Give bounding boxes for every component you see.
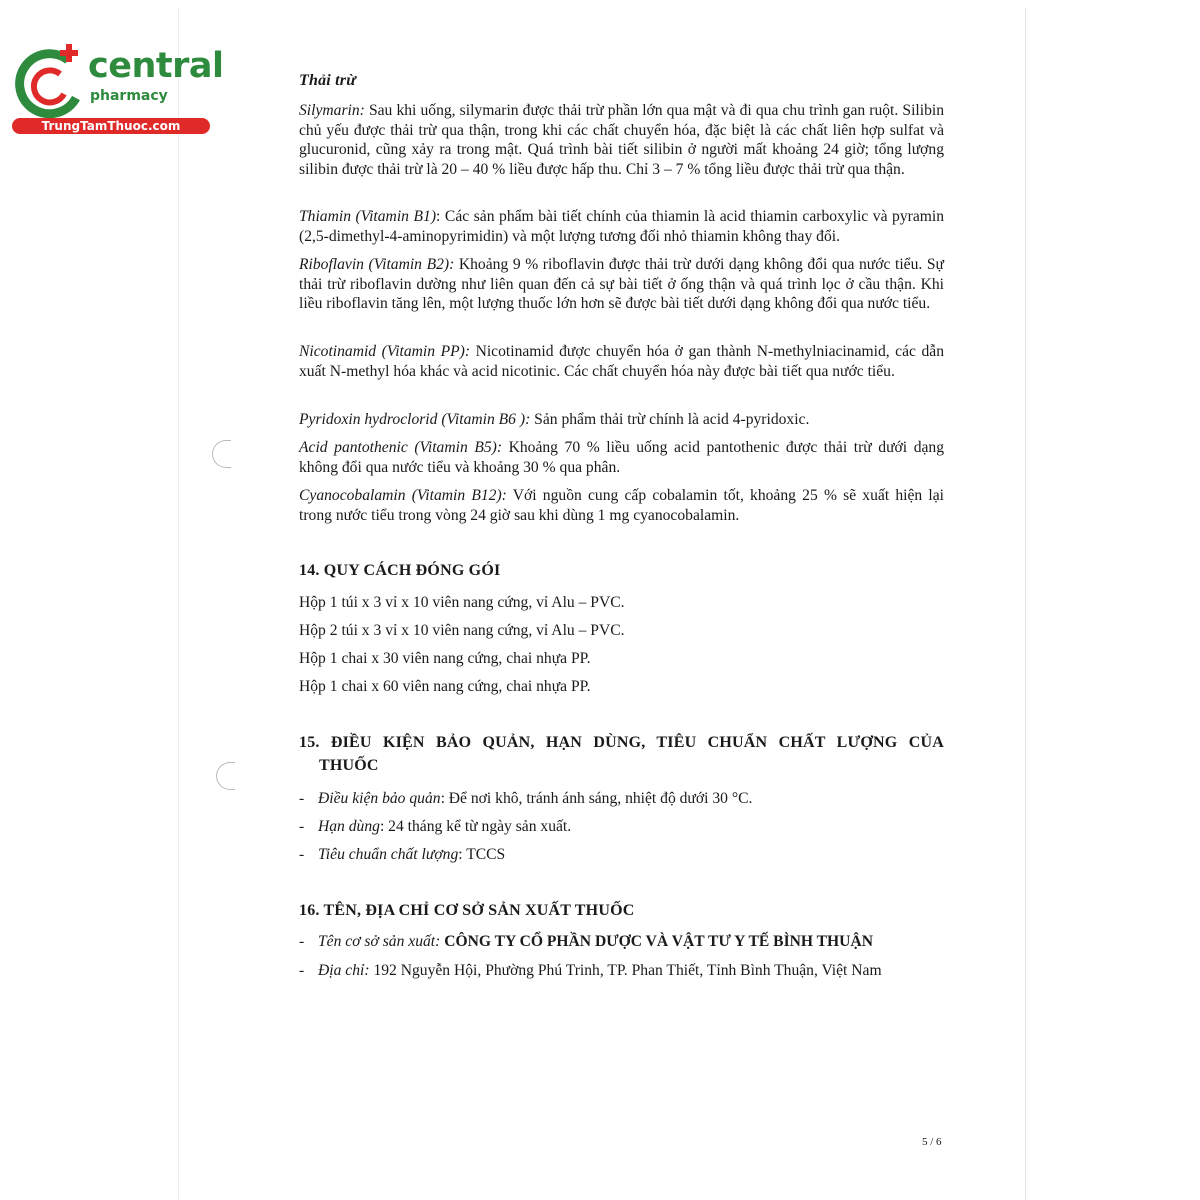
section-16-heading: 16. TÊN, ĐỊA CHỈ CƠ SỞ SẢN XUẤT THUỐC: [299, 902, 635, 919]
packaging-line: Hộp 1 chai x 60 viên nang cứng, chai nhựa PP.: [299, 678, 591, 695]
paragraph-pantothenic: [299, 438, 944, 477]
packaging-line: Hộp 1 chai x 30 viên nang cứng, chai nhựa PP.: [299, 650, 591, 667]
text: : Để nơi khô, tránh ánh sáng, nhiệt độ dưới 30 °C.: [440, 790, 753, 807]
storage-item: - Điều kiện bảo quản: Để nơi khô, tránh ánh sáng, nhiệt độ dưới 30 °C.: [299, 790, 753, 807]
text: Với nguồn cung cấp cobalamin tốt, khoảng 25 % sẽ xuất hiện lại trong nước tiểu trong vòng 24 giờ sau khi dùng 1 mg cyanocobalamin.: [299, 487, 944, 524]
paragraph-silymarin: [299, 101, 944, 179]
paragraph-cyanocobalamin: [299, 486, 944, 525]
paragraph-pyridoxin: [299, 410, 944, 430]
label: Tên cơ sở sản xuất:: [318, 933, 441, 950]
text: : 24 tháng kể từ ngày sản xuất.: [379, 818, 572, 835]
quality-standard-item: - Tiêu chuẩn chất lượng: TCCS: [299, 846, 506, 863]
text: CÔNG TY CỔ PHẦN DƯỢC VÀ VẬT TƯ Y TẾ BÌNH THUẬN: [440, 933, 873, 950]
label: Riboflavin (Vitamin B2):: [299, 256, 455, 273]
text: Sau khi uống, silymarin được thải trừ phần lớn qua mật và đi qua chu trình gan ruột. Silibin chủ yếu được thải trừ qua thận, trong khi các chất chuyển hóa, đặc biệt là các chất liên hợp sulfat và glucuronid, cũng xảy ra trong mật. Quá trình bài tiết silibin ở người mất khoảng 24 giờ; tổng lượng silibin được thải trừ là 20 – 40 % liều được hấp thu. Chỉ 3 – 7 % tổng liều được thải trừ qua thận.: [299, 102, 944, 178]
text: : Các sản phẩm bài tiết chính của thiamin là acid thiamin carboxylic và pyramin (2,5-dimethyl-4-aminopyrimidin) và một lượng tương đối nhỏ thiamin không thay đổi.: [299, 208, 945, 245]
label: Hạn dùng: [318, 818, 380, 835]
text: : TCCS: [458, 846, 506, 863]
text: Sản phẩm thải trừ chính là acid 4-pyridoxic.: [530, 411, 810, 428]
manufacturer-address-item: - Địa chỉ: 192 Nguyễn Hội, Phường Phú Trinh, TP. Phan Thiết, Tỉnh Bình Thuận, Việt Nam: [299, 962, 882, 979]
label: Thiamin (Vitamin B1): [299, 208, 437, 225]
label: Pyridoxin hydroclorid (Vitamin B6 ):: [299, 411, 531, 428]
logo-sub: pharmacy: [90, 88, 168, 104]
packaging-line: Hộp 2 túi x 3 vỉ x 10 viên nang cứng, vỉ Alu – PVC.: [299, 622, 625, 639]
logo-site: TrungTamThuoc.com: [12, 118, 210, 134]
section-15-heading: 15. ĐIỀU KIỆN BẢO QUẢN, HẠN DÙNG, TIÊU CHUẨN CHẤT LƯỢNG CỦA: [299, 734, 944, 751]
paragraph-riboflavin: [299, 255, 944, 314]
label: Acid pantothenic (Vitamin B5):: [299, 439, 503, 456]
label: Địa chỉ:: [318, 962, 370, 979]
label: Silymarin:: [299, 102, 365, 119]
text: 192 Nguyễn Hội, Phường Phú Trinh, TP. Phan Thiết, Tỉnh Bình Thuận, Việt Nam: [369, 962, 882, 979]
logo-brand: central: [88, 46, 224, 86]
section-15-heading-cont: THUỐC: [319, 757, 379, 774]
manufacturer-name-item: - Tên cơ sở sản xuất: CÔNG TY CỔ PHẦN DƯỢC VÀ VẬT TƯ Y TẾ BÌNH THUẬN: [299, 933, 873, 950]
elimination-heading: Thải trừ: [299, 72, 356, 89]
text: Khoảng 9 % riboflavin được thải trừ dưới dạng không đổi qua nước tiểu. Sự thải trừ riboflavin dường như liên quan đến cả sự bài tiết ở ống thận và quá trình lọc ở cầu thận. Khi liều riboflavin tăng lên, một lượng thuốc lớn hơn sẽ được bài tiết dưới dạng không đổi qua nước tiểu.: [299, 256, 944, 313]
paragraph-nicotinamid: [299, 342, 944, 381]
label: Cyanocobalamin (Vitamin B12):: [299, 487, 507, 504]
label: Điều kiện bảo quản: [318, 790, 441, 807]
section-14-heading: 14. QUY CÁCH ĐÓNG GÓI: [299, 562, 501, 579]
paragraph-thiamin: [299, 207, 944, 246]
label: Nicotinamid (Vitamin PP):: [299, 343, 471, 360]
label: Tiêu chuẩn chất lượng: [318, 846, 459, 863]
shelf-life-item: - Hạn dùng: 24 tháng kể từ ngày sản xuất.: [299, 818, 572, 835]
text: Nicotinamid được chuyển hóa ở gan thành N-methylniacinamid, các dẫn xuất N-methyl hóa khác và acid nicotinic. Các chất chuyển hóa này được bài tiết qua nước tiểu.: [299, 343, 945, 380]
page-number: 5 / 6: [922, 1136, 942, 1148]
packaging-line: Hộp 1 túi x 3 vỉ x 10 viên nang cứng, vỉ Alu – PVC.: [299, 594, 625, 611]
text: Khoảng 70 % liều uống acid pantothenic được thải trừ dưới dạng không đổi qua nước tiểu và khoảng 30 % qua phân.: [299, 439, 945, 476]
